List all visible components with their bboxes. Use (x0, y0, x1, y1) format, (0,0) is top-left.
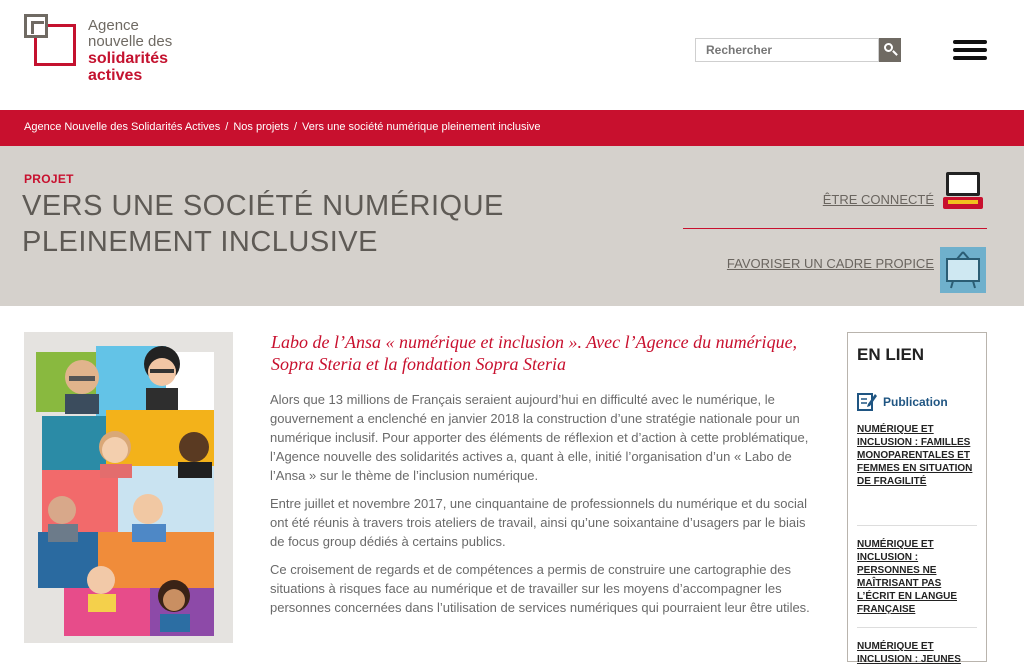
logo-line-1: Agence (88, 17, 139, 34)
search-form (695, 38, 901, 62)
article-paragraph: Alors que 13 millions de Français seraient aujourd’hui en difficulté avec le numérique, le gouvernement a enclenché en janvier 2018 la construction d’une stratégie nationale pour un numérique inclusif. Pour apporter des éléments de réflexion et d’action à cette problématique, l’Agence nouvelle des solidarités actives a, quant à elle, initié l’organisation d’un « Labo de l’Ansa » sur le thème de l’inclusion numérique. (270, 392, 809, 483)
breadcrumb-home[interactable]: Agence Nouvelle des Solidarités Actives (24, 121, 221, 133)
breadcrumb-projects[interactable]: Nos projets (233, 121, 289, 133)
theme-link-cadre-propice[interactable]: FAVORISER UN CADRE PROPICE (726, 256, 934, 271)
project-hero (0, 146, 1024, 306)
related-item[interactable]: NUMÉRIQUE ET INCLUSION : JEUNES (857, 641, 961, 665)
logo-text (88, 18, 172, 84)
related-title: EN LIEN (857, 345, 925, 364)
page-title-line-2: PLEINEMENT INCLUSIVE (22, 226, 378, 258)
menu-hamburger-icon[interactable] (953, 38, 987, 62)
related-sidebar (847, 332, 987, 665)
related-item[interactable]: NUMÉRIQUE ET INCLUSION : FAMILLES MONOPARENTALES ET FEMMES EN SITUATION DE FRAGILITÉ (857, 424, 973, 487)
board-icon[interactable] (940, 247, 986, 293)
edit-document-icon (857, 391, 877, 411)
search-input[interactable] (695, 38, 879, 62)
article-paragraph: Ce croisement de regards et de compétences a permis de construire une cartographie des situations à risques face au numérique et de travailler sur les moyens d’accompagner les personnes concernées dans l’utilisation de services numériques qui pourraient leur être utiles. (270, 562, 810, 615)
related-divider (857, 525, 977, 526)
laptop-icon[interactable] (940, 168, 986, 214)
breadcrumb (24, 121, 541, 133)
logo-line-3: solidarités (88, 50, 169, 67)
search-button[interactable] (879, 38, 901, 62)
breadcrumb-current: Vers une société numérique pleinement inclusive (302, 121, 541, 133)
hero-divider (683, 228, 987, 229)
breadcrumb-separator: / (225, 121, 229, 133)
people-illustration (24, 332, 233, 643)
page-title-line-1: VERS UNE SOCIÉTÉ NUMÉRIQUE (22, 190, 504, 222)
project-kicker: PROJET (24, 172, 74, 186)
logo-line-2: nouvelle des (88, 33, 173, 50)
article-paragraph: Entre juillet et novembre 2017, une cinquantaine de professionnels du numérique et du social ont été réunis à travers trois ateliers de travail, ainsi qu’une soixantaine d’usagers par le biais de focus group dédiés à certains publics. (270, 496, 807, 549)
breadcrumb-bar (0, 110, 1024, 146)
article-lead: Labo de l’Ansa « numérique et inclusion ». Avec l’Agence du numérique, Sopra Steria et la fondation Sopra Steria (271, 332, 798, 374)
logo-mark-icon (24, 14, 76, 66)
site-logo[interactable] (24, 14, 184, 94)
publication-category (857, 391, 982, 413)
related-item[interactable]: NUMÉRIQUE ET INCLUSION : PERSONNES NE MAÎTRISANT PAS L’ÉCRIT EN LANGUE FRANÇAISE (857, 539, 958, 615)
publication-label: Publication (883, 395, 948, 409)
project-illustration (24, 332, 233, 643)
page-title (22, 188, 582, 260)
site-header (0, 0, 1024, 110)
article-body (270, 390, 822, 626)
logo-line-4: actives (88, 67, 143, 84)
theme-link-etre-connecte[interactable]: ÊTRE CONNECTÉ (822, 192, 934, 207)
breadcrumb-separator: / (293, 121, 298, 133)
related-divider (857, 627, 977, 628)
